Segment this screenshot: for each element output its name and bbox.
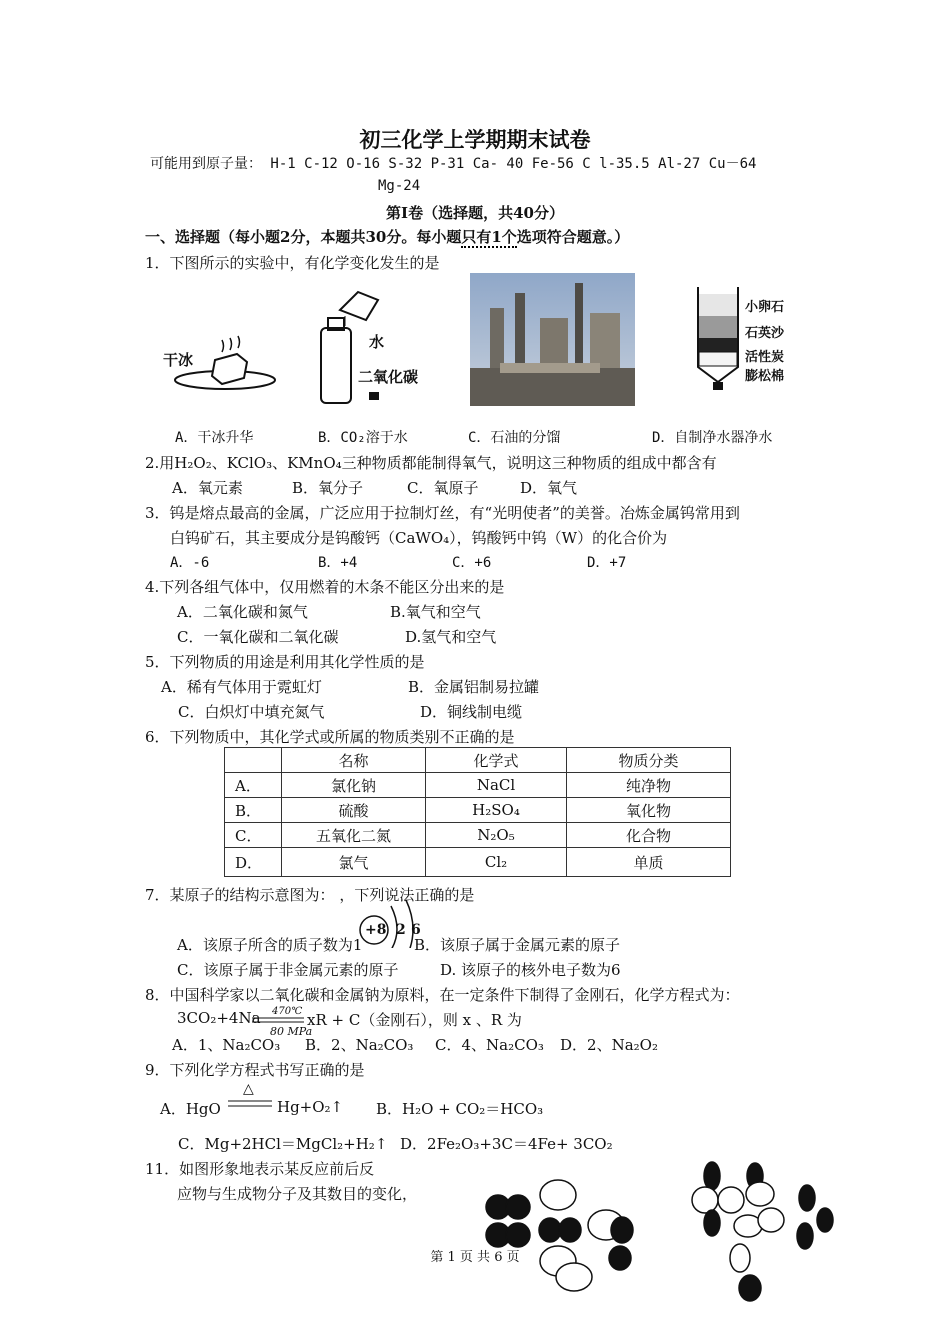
molecules-before-figure [480,1165,645,1295]
q9-option-b: B．H₂O + CO₂＝HCO₃ [376,1100,544,1118]
table-header-row [225,748,731,773]
table-row [225,848,731,877]
q7-option-b: B．该原子属于金属元素的原子 [414,936,621,954]
q8-option-a: A．1、Na₂CO₃ [172,1036,281,1054]
q6-stem: 6．下列物质中，其化学式或所属的物质类别不正确的是 [145,728,515,746]
q11-stem-1: 11．如图形象地表示某反应前后反 [145,1160,375,1178]
q3-stem-2: 白钨矿石，其主要成分是钨酸钙（CaWO₄），钨酸钙中钨（W）的化合价为 [170,529,668,547]
q7-option-d: D. 该原子的核外电子数为6 [440,961,621,979]
q8-equation-right: xR + C（金刚石），则 x 、R 为 [307,1011,522,1029]
q11-stem-2: 应物与生成物分子及其数目的变化， [177,1185,418,1203]
q1-option-b: B．CO₂溶于水 [318,430,408,446]
q4-option-b: B.氧气和空气 [390,603,481,621]
q3-option-b: B．+4 [318,555,358,571]
water-filter-figure [693,282,743,392]
table-row [225,823,731,848]
cotton-label: 膨松棉 [745,369,785,384]
molecules-after-figure [685,1158,850,1308]
table-cell: 氧化物 [567,798,731,823]
q8-equals-sign [252,1017,304,1023]
table-cell: B． [225,798,282,823]
q5-option-c: C．白炽灯中填充氮气 [178,703,325,721]
page-footer: 第 1 页 共 6 页 [430,1250,520,1265]
table-header: 物质分类 [567,748,731,773]
q7-option-c: C．该原子属于非金属元素的原子 [177,961,399,979]
q1-option-c: C．石油的分馏 [468,430,561,446]
q2-option-b: B．氧分子 [292,479,364,497]
table-cell: NaCl [426,773,567,798]
table-header [225,748,282,773]
atom-shell-2: 6 [411,922,421,938]
table-row [225,773,731,798]
q3-option-a: A．-6 [170,555,210,571]
q5-option-a: A．稀有气体用于霓虹灯 [161,678,322,696]
table-cell: A． [225,773,282,798]
q4-stem: 4.下列各组气体中，仅用燃着的木条不能区分出来的是 [145,578,505,596]
table-header: 化学式 [426,748,567,773]
water-label: 水 [369,333,385,351]
sand-label: 石英沙 [745,326,785,341]
q2-option-a: A．氧元素 [172,479,243,497]
q5-option-b: B．金属铝制易拉罐 [408,678,540,696]
table-cell: N₂O₅ [426,823,567,848]
q2-option-c: C．氧原子 [407,479,479,497]
q8-equation-left: 3CO₂+4Na [177,1009,261,1027]
q2-stem: 2.用H₂O₂、KClO₃、KMnO₄三种物质都能制得氧气，说明这三种物质的组成中都含有 [145,454,717,472]
q9-option-d: D．2Fe₂O₃+3C＝4Fe+ 3CO₂ [400,1135,613,1153]
table-cell: 化合物 [567,823,731,848]
q1-option-d: D．自制净水器净水 [652,430,773,446]
q7-stem: 7．某原子的结构示意图为： ，下列说法正确的是 [145,886,475,904]
q8-option-d: D．2、Na₂O₂ [560,1036,658,1054]
q9-option-a-left: A．HgO [160,1100,221,1118]
q8-stem: 8．中国科学家以二氧化碳和金属钠为原料，在一定条件下制得了金刚石，化学方程式为： [145,986,740,1004]
table-cell: 五氧化二氮 [282,823,426,848]
q2-option-d: D．氧气 [520,479,578,497]
table-row [225,798,731,823]
refinery-photo [470,273,635,406]
q8-condition-top: 470℃ [272,1006,303,1017]
table-cell: 单质 [567,848,731,877]
q1-stem: 1．下图所示的实验中，有化学变化发生的是 [145,254,440,272]
q7-option-a: A．该原子所含的质子数为1 [177,936,363,954]
dryice-label: 干冰 [163,351,194,369]
table-cell: 氯气 [282,848,426,877]
q9-heat-symbol: △ [243,1081,254,1097]
pebble-label: 小卵石 [745,300,785,315]
table-header: 名称 [282,748,426,773]
q4-option-d: D.氢气和空气 [405,628,497,646]
q3-option-d: D．+7 [587,555,627,571]
table-cell: C． [225,823,282,848]
atomic-masses: 可能用到原子量： H-1 C-12 O-16 S-32 P-31 Ca- 40 Fe-56 C l-35.5 Al-27 Cu－64 [150,156,757,172]
q3-option-c: C．+6 [452,555,492,571]
atom-shell-1: 2 [396,922,406,938]
page-title: 初三化学上学期期末试卷 [359,127,591,152]
q6-table [224,747,731,877]
table-cell: D． [225,848,282,877]
q5-stem: 5．下列物质的用途是利用其化学性质的是 [145,653,425,671]
q8-option-b: B．2、Na₂CO₃ [305,1036,414,1054]
atom-nucleus: +8 [365,922,387,938]
q9-equals-sign [228,1100,272,1107]
table-cell: 氯化钠 [282,773,426,798]
q9-stem: 9．下列化学方程式书写正确的是 [145,1061,365,1079]
co2-label: 二氧化碳 [358,368,419,386]
section1-heading: 一、选择题（每小题2分，本题共30分。每小题只有1个选项符合题意。） [145,228,630,246]
table-cell: H₂SO₄ [426,798,567,823]
q3-stem-1: 3．钨是熔点最高的金属，广泛应用于拉制灯丝，有“光明使者”的美誉。冶炼金属钨常用到 [145,504,740,522]
q9-option-a-right: Hg+O₂↑ [277,1098,344,1116]
q4-option-c: C．一氧化碳和二氧化碳 [177,628,339,646]
carbon-label: 活性炭 [745,350,785,365]
q9-option-c: C．Mg+2HCl＝MgCl₂+H₂↑ [178,1135,388,1153]
q8-condition-bottom: 80 MPa [270,1025,313,1038]
table-cell: 纯净物 [567,773,731,798]
table-cell: 硫酸 [282,798,426,823]
table-cell: Cl₂ [426,848,567,877]
volume-heading: 第Ⅰ卷（选择题，共40分） [386,204,564,222]
q8-option-c: C．4、Na₂CO₃ [435,1036,544,1054]
q1-option-a: A．干冰升华 [175,430,254,446]
q4-option-a: A．二氧化碳和氮气 [177,603,308,621]
atomic-masses-cont: Mg-24 [378,178,421,194]
q5-option-d: D．铜线制电缆 [420,703,523,721]
